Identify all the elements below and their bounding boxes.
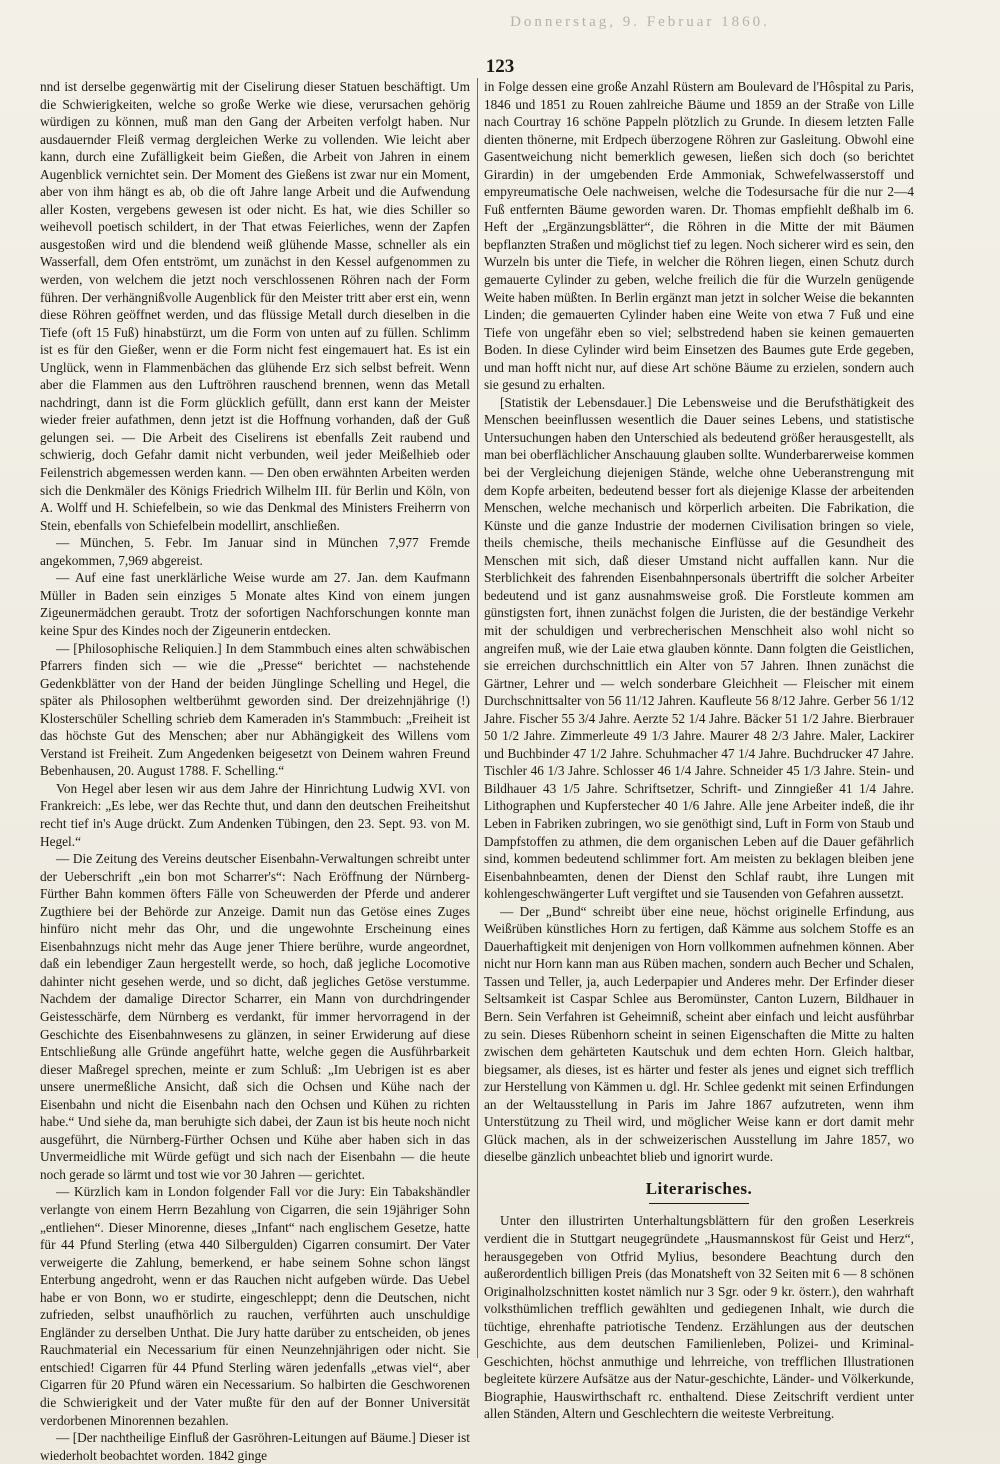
right-column xyxy=(484,78,914,1423)
article-life-expectancy-statistics: [Statistik der Lebensdauer.] Die Lebensweise und die Berufsthätigkeit des Menschen beeinflussen wesentlich die Dauer seines Lebens, und statistische Untersuchungen haben den Unterschied als bedeutend größer herausgestellt, als man bei oberflächlicher Anschauung glauben sollte. Wunderbarerweise kommen bei der Vergleichung diejenigen Stände, welche ohne Ueberanstrengung mit dem Kopfe arbeiten, bedeutend besser fort als diejenige Klasse der arbeitenden Menschen, welche mechanisch und körperlich arbeiten. Die Fabrikation, die Künste und die ganze Industrie der modernen Civilisation bringen so viele, theils chemische, theils mechanische Einflüsse auf die Gesundheit des Menschen mit sich, daß dieser Umstand nicht auffallen kann. Nur die Sterblichkeit des fahrenden Eisenbahnpersonals übertrifft die solcher Arbeiter bedeutend und ist ganz ausnahmsweise groß. Die Forstleute kommen am günstigsten fort, ihnen zunächst folgen die Juristen, die der beständige Verkehr mit der schuldigen und verbrecherischen Menschheit also wohl nicht so angreifen muß, wie der Laie etwa glauben könnte. Dann folgten die Geistlichen, sie erreichen durchschnittlich ein Alter von 57 Jahren. Ihnen zunächst die Gärtner, Lehrer und — welch sonderbare Gleichheit — Fleischer mit einem Durchschnittsalter von 56 11/12 Jahren. Kaufleute 56 8/12 Jahre. Gerber 56 1/12 Jahre. Fischer 55 3/4 Jahre. Aerzte 52 1/4 Jahre. Bäcker 51 1/2 Jahre. Bierbrauer 50 1/2 Jahre. Zimmerleute 49 1/3 Jahre. Maurer 48 2/3 Jahre. Maler, Lackirer und Buchbinder 47 1/2 Jahre. Schuhmacher 47 1/4 Jahre. Buchdrucker 47 Jahre. Tischler 46 1/3 Jahre. Schlosser 46 1/4 Jahre. Schneider 45 1/3 Jahre. Stein- und Bildhauer 43 1/5 Jahre. Schriftsetzer, Schrift- und Zinngießer 41 1/4 Jahre. Lithographen und Kupferstecher 40 1/6 Jahre. Alle jene Arbeiter indeß, die ihr Leben in Fabriken zubringen, wo sie genöthigt sind, Luft in Form von Staub und Dampfstoffen zu athmen, die dem organischen Leben auf die Dauer gefährlich sind, kommen bedeutend schlimmer fort. Am meisten zu beklagen bleiben jene Eisenbahnbeamten, denen der Dienst den Schlaf raubt, ihre Lungen mit kohlengeschwängerter Luft vergiftet und sie Tausenden von Gefahren aussetzt. xyxy=(484,394,914,902)
article-philosophical-relics: — [Philosophische Reliquien.] In dem Stammbuch eines alten schwäbischen Pfarrers finden sich — wie die „Presse“ berichtet — nachstehende Gedenkblätter von der Hand der beiden Jünglinge Schelling und Hegel, die später als Philosophen weltberühmt geworden sind. Der dreizehnjährige (!) Klosterschüler Schelling schrieb dem Kameraden in's Stammbuch: „Freiheit ist das höchste Gut des Menschen; aber nur Abhängigkeit des Willens vom Verstand ist Freiheit. Zum Angedenken beigesetzt von Deinem wahren Freund Bebenhausen, 20. August 1788. F. Schelling.“ xyxy=(40,640,470,779)
column-divider xyxy=(477,78,478,1358)
heading-rule xyxy=(649,1203,749,1204)
article-statue-casting: nnd ist derselbe gegenwärtig mit der Ciselirung dieser Statuen beschäftigt. Um die Schwierigkeiten, welche so große Werke wie diese, verursachen gehörig würdigen zu können, muß man den Gang der Arbeiten verfolgt haben. Nur ausdauernder Fleiß vermag dergleichen Werke zu vollenden. Wie leicht aber kann, durch eine Zufälligkeit beim Gießen, die Arbeit von Jahren in einem Augenblick vernichtet sein. Der Moment des Gießens ist zwar nur ein Moment, aber von ihm hängt es ab, ob die oft Jahre lange Arbeit und die Aufwendung aller Kosten, vergebens gewesen ist oder nicht. Es hat, wie dies Schiller so weihevoll poetisch schildert, in der That etwas Feierliches, wenn der Zapfen ausgestoßen wird und die blendend weiß glühende Masse, schneller als ein Wasserfall, dem Ofen entströmt, um zunächst in den Kessel aufgenommen zu werden, von welchem die jetzt noch verschlossenen Röhren nach der Form führen. Der verhängnißvolle Augenblick für den Meister tritt aber erst ein, wenn diese Röhren geöffnet werden, und das flüssige Metall durch dieselben in die Tiefe (oft 15 Fuß) hinabstürzt, um die Form von unten auf zu füllen. Schlimm ist es für den Gießer, wenn er die Form nicht fest eingemauert hat. Es ist ein Unglück, wenn in Flammenbächen das glühende Erz sich selbst befreit. Wenn aber die Flammen aus den Luftröhren rauschend brennen, wenn das Metall nachdringt, dann ist die Form glücklich gefüllt, dann erst kann der Meister wieder freier aufathmen, denn jetzt ist die Hoffnung vorhanden, daß der Guß gelungen sei. — Die Arbeit des Ciselirens ist ebenfalls Zeit raubend und schwierig, doch Gefahr damit nicht verbunden, weil jeder Meißelhieb oder Feilenstrich abgemessen werden kann. — Den oben erwähnten Arbeiten werden sich die Denkmäler des Königs Friedrich Wilhelm III. für Berlin und Köln, von A. Wolff und H. Schiefelbein, so wie das Denkmal des Ministers Freiherrn von Stein, ebenfalls von Schiefelbein modellirt, anschließen. xyxy=(40,79,470,533)
article-hausmannskost-review: Unter den illustrirten Unterhaltungsblättern für den großen Leserkreis verdient die in Stuttgart neugegründete „Hausmannskost für Geist und Herz“, herausgegeben von Otfrid Mylius, besondere Beachtung durch den außerordentlich billigen Preis (das Monatsheft von 32 Seiten mit 6 — 8 schönen Originalholzschnitten kostet nämlich nur 3 Sgr. oder 9 kr. österr.), den wahrhaft volksthümlichen trefflich gewählten und gediegenen Inhalt, wie durch die tüchtige, ehrenhafte patriotische Tendenz. Erzählungen aus der deutschen Geschichte, aus dem deutschen Familienleben, Polizei- und Kriminal-Geschichten, höchst anmuthige und lehrreiche, von trefflichen Illustrationen begleitete kürzere Aufsätze aus der Natur-geschichte, Länder- und Völkerkunde, Biographie, Hauswirthschaft rc. enthaltend. Diese Zeitschrift verdient unter allen Ständen, Altern und Geschlechtern die weiteste Verbreitung. xyxy=(484,1213,914,1422)
article-london-cigar-case: — Kürzlich kam in London folgender Fall vor die Jury: Ein Tabakshändler verlangte von einem Herrn Bezahlung von Cigarren, die sein 19jähriger Sohn „entliehen“. Dieser Minorenne, dieses „Infant“ nach englischem Gesetze, hatte für 44 Pfund Sterling (etwa 440 Silbergulden) Cigarren consumirt. Der Vater verweigerte die Zahlung, bemerkend, er habe seinem Sohne schon längst Enterbung angedroht, wenn er das Rauchen nicht aufgeben würde. Das Uebel habe er von Bonn, wo er studirte, eingeschleppt; denn die Deutschen, nicht zufrieden, selbst unaufhörlich zu rauchen, verführten auch unschuldige Engländer zu derselben Unthat. Die Jury hatte darüber zu entscheiden, ob jenes Rauchmaterial ein Necessarium für einen Neunzehnjährigen oder nicht. Sie entschied! Cigarren für 44 Pfund Sterling wären jedenfalls „etwas viel“, aber Cigarren für 20 Pfund wären ein Necessarium. So halbirten die Geschworenen die Schwierigkeit und der Vater mußte für den auf der Bonner Universität verdorbenen Minorennen bezahlen. xyxy=(40,1184,470,1428)
running-head-bleedthrough: Donnerstag, 9. Februar 1860. xyxy=(510,14,770,30)
section-heading-literary: Literarisches. xyxy=(645,1178,753,1198)
article-gas-pipes-start: — [Der nachtheilige Einfluß der Gasröhren-Leitungen auf Bäume.] Dieser ist wiederholt beobachtet worden. 1842 ginge xyxy=(40,1430,470,1463)
article-child-abduction: — Auf eine fast unerklärliche Weise wurde am 27. Jan. dem Kaufmann Müller in Baden sein einziges 5 Monate altes Kind von einem jungen Zigeunermädchen geraubt. Trotz der sofortigen Nachforschungen konnte man keine Spur des Kindes noch der Zigeunerin entdecken. xyxy=(40,570,470,638)
page-number: 123 xyxy=(485,56,515,77)
article-turnip-horn-invention: — Der „Bund“ schreibt über eine neue, höchst originelle Erfindung, aus Weißrüben künstliches Horn zu fertigen, daß Kämme aus solchem Stoffe es an Dauerhaftigkeit mit denjenigen von Horn vollkommen aufnehmen können. Aber nicht nur Horn kann man aus Rüben machen, sondern auch Becher und Schalen, Tassen und Teller, ja, auch Lederpapier und Anderes mehr. Der Erfinder dieser Seltsamkeit ist Caspar Schlee aus Beromünster, Canton Luzern, Bildhauer in Bern. Sein Verfahren ist Geheimniß, scheint aber einfach und leicht ausführbar zu sein. Dieses Rübenhorn scheint in seinen Eigenschaften die Mitte zu halten zwischen dem gehärteten Kautschuk und dem echten Horn. Gleich haltbar, biegsamer, als dieses, ist es härter und fester als jenes und eignet sich trefflich zur Herstellung von Kämmen u. dgl. Hr. Schlee gedenkt mit seinen Erfindungen an der Weltausstellung in Paris im Jahre 1867 aufzutreten, wenn ihm Unterstützung zu Theil wird, und möglicher Weise kann er dort damit mehr Glück machen, als in der schweizerischen Ausstellung im Jahre 1857, wo dieselbe gänzlich unbeachtet blieb und ignorirt wurde. xyxy=(484,903,914,1165)
article-railway-bon-mot: — Die Zeitung des Vereins deutscher Eisenbahn-Verwaltungen schreibt unter der Ueberschrift „ein bon mot Scharrer's“: Nach Eröffnung der Nürnberg-Fürther Bahn kommen öfters Fälle von Scheuwerden der Pferde und anderer Zugthiere bei der Behörde zur Anzeige. Damit nun das Getöse eines Zuges hinfüro nicht mehr das Ohr, und die ungewohnte Erscheinung eines Eisenbahnzugs nicht mehr das Auge jener Thiere berühre, wurde angeordnet, daß ein lebendiger Zaun hergestellt werde, so hoch, daß jegliche Locomotive dahinter nicht gesehen werde, und so dicht, daß jegliches Getöse verstumme. Nachdem der damalige Director Scharrer, ein Mann von durchdringender Geistesschärfe, dem Nürnberg es verdankt, für immer hervorragend in der Geschichte des Eisenbahnwesens zu glänzen, in seiner Erwiderung auf diese Entschließung alle Gründe angeführt hatte, welche gegen die Ausführbarkeit dieser Maßregel sprechen, meinte er zum Schluß: „Im Uebrigen ist es aber unsere unermeßliche Ansicht, daß sich die Ochsen und Kühe nach der Eisenbahn und nicht die Eisenbahn nach den Ochsen und Kühen zu richten habe.“ Und siehe da, man beruhigte sich dabei, der Zaun ist bis heute noch nicht ausgeführt, die Nürnberg-Fürther Ochsen und Kühe aber haben sich in das Unvermeidliche mit Würde gefügt und sich nach der Eisenbahn — die heute noch gerade so lärmt und tost wie vor 30 Jahren — gerichtet. xyxy=(40,851,470,1182)
article-hegel-entry: Von Hegel aber lesen wir aus dem Jahre der Hinrichtung Ludwig XVI. von Frankreich: „Es lebe, wer das Rechte thut, und dann den deutschen Freiheitshut recht tief in's Auge drückt. Zum Andenken Tübingen, den 23. Sept. 93. von M. Hegel.“ xyxy=(40,780,470,849)
article-gas-pipes-continued: in Folge dessen eine große Anzahl Rüstern am Boulevard de l'Hôspital zu Paris, 1846 und 1851 zu Rouen zahlreiche Bäume und 1859 an der Straße von Lille nach Courtray 16 schöne Pappeln plötzlich zu Grunde. In diesem letzten Falle dienten thönerne, mit Erdpech überzogene Röhren zur Gasleitung. Obwohl eine Gasentweichung nicht bemerklich gewesen, ließen sich doch (so berichtet Girardin) in der umgebenden Erde Ammoniak, Schwefelwasserstoff und empyreumatische Oele nachweisen, welche die Todesursache für die nur 2—4 Fuß entfernten Bäume geworden waren. Dr. Thomas empfiehlt deßhalb im 6. Heft der „Ergänzungsblätter“, die Röhren in die Mitte der mit Bäumen bepflanzten Straßen und möglichst tief zu legen. Noch sicherer wird es sein, den Wurzeln bis unter die Tiefe, in welcher die Röhren liegen, einen Schutz durch gemauerte Cylinder zu geben, welche freilich die für die Wurzeln genügende Weite haben müßten. In Berlin ergänzt man jetzt in solcher Weise die bekannten Linden; die gemauerten Cylinder haben eine Weite von etwa 7 Fuß und eine Tiefe von ungefähr eben so viel; selbstredend haben sie keinen gemauerten Boden. In diese Cylinder wird beim Einsetzen des Baumes gute Erde gegeben, und man hofft nicht nur, auf diese Art schöne Bäume zu erzielen, sondern auch sie gesund zu erhalten. xyxy=(484,79,914,393)
left-column xyxy=(40,78,470,1464)
article-munich-visitors: — München, 5. Febr. Im Januar sind in München 7,977 Fremde angekommen, 7,969 abgereist. xyxy=(40,535,470,568)
